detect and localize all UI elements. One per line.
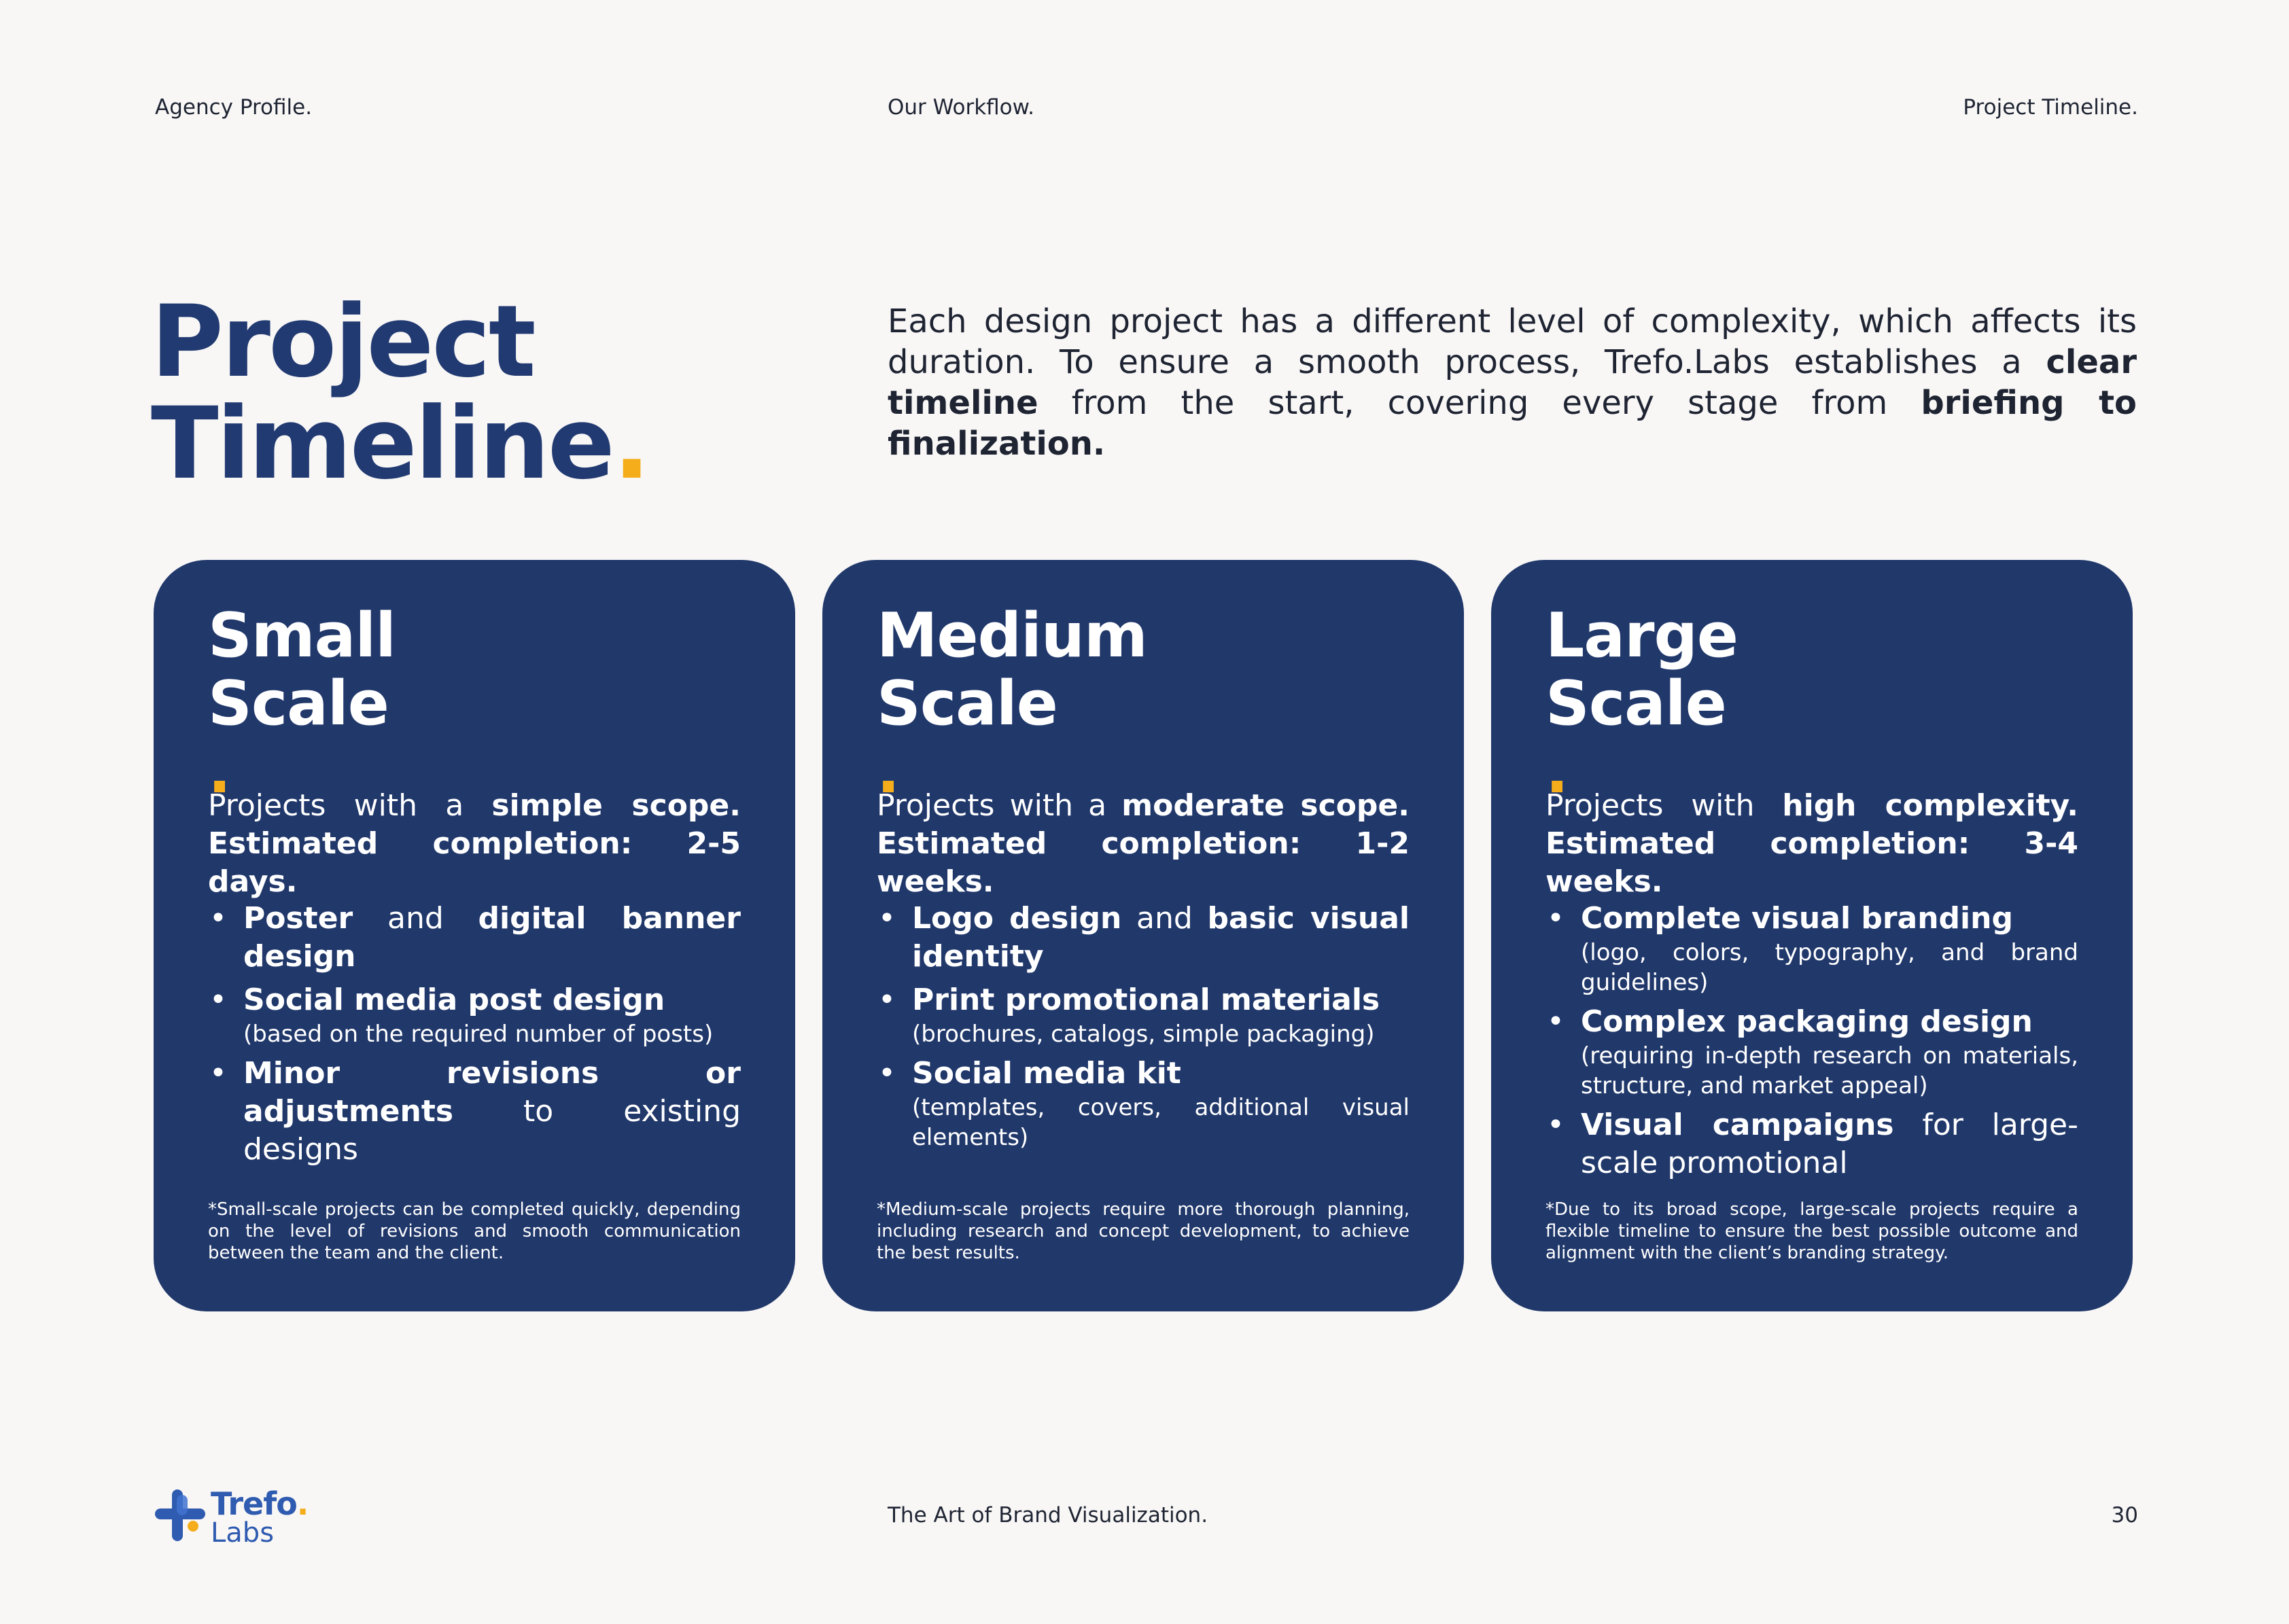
logo-dot: .: [296, 1485, 309, 1522]
card-footnote: *Due to its broad scope, large-scale projects require a flexible timeline to ensure the best possible outcome and alignment with the client’s branding strategy.: [1545, 1199, 2078, 1263]
list-item: [208, 900, 741, 976]
card-description: [1545, 787, 2078, 901]
bullet-main: [912, 900, 1410, 976]
bullet-bold: Poster: [243, 901, 353, 936]
bullet-subtext: (requiring in-depth research on materials, structure, and market appeal): [1581, 1042, 2078, 1099]
card-description: [208, 787, 741, 901]
card-footnote: *Small-scale projects can be completed quickly, depending on the level of revisions and smooth communication between the team and the client.: [208, 1199, 741, 1263]
footer-tagline: The Art of Brand Visualization.: [888, 1503, 1208, 1528]
intro-bold-1: clear timeline: [888, 343, 2137, 422]
intro-text-1: Each design project has a different level of complexity, which affects its duration. To ensure a smooth process, Trefo.Labs establishes a: [888, 302, 2137, 381]
bullet-main: [243, 900, 741, 976]
list-item: [1545, 900, 2078, 998]
bullet-text: for large-scale promotional: [1581, 1108, 2078, 1180]
logo-labs: Labs: [211, 1517, 275, 1549]
card-medium-scale: [822, 560, 1464, 1311]
list-item: [1545, 1106, 2078, 1182]
bullet-main: [243, 981, 741, 1019]
intro-paragraph: [888, 301, 2137, 464]
card-bullet-list: [877, 900, 1410, 1158]
card-title-line1: Large: [1545, 600, 1738, 671]
card-estimate: Estimated completion: 3-4 weeks.: [1545, 826, 2078, 899]
card-title-dot: .: [877, 736, 900, 807]
bullet-bold: Visual campaigns: [1581, 1108, 1894, 1142]
card-scope-bold: moderate scope.: [1121, 788, 1410, 823]
bullet-main: [912, 981, 1410, 1019]
intro-text-2: from the start, covering every stage from: [1038, 384, 1921, 422]
card-scope-line: [877, 787, 1410, 825]
card-estimate: Estimated completion: 2-5 days.: [208, 826, 741, 899]
bullet-subtext: (based on the required number of posts): [243, 1021, 714, 1048]
list-item: [877, 900, 1410, 976]
bullet-text: to existing designs: [243, 1094, 741, 1167]
bullet-bold: Complex packaging design: [1581, 1004, 2033, 1039]
bullet-bold: Social media post design: [243, 983, 665, 1017]
card-scope-line: [1545, 787, 2078, 825]
bullet-text: and: [1121, 901, 1208, 936]
header-agency-profile: Agency Profile.: [155, 95, 313, 120]
card-scope-text: Projects with a: [208, 788, 492, 823]
card-description: [877, 787, 1410, 901]
card-title-dot: .: [1545, 736, 1569, 807]
card-title-word: Scale: [877, 668, 1058, 739]
logo-line1: [211, 1485, 309, 1522]
bullet-bold-2: basic visual identity: [912, 901, 1410, 974]
page-title: [151, 284, 649, 501]
bullet-subtext: (brochures, catalogs, simple packaging): [912, 1021, 1375, 1048]
bullet-bold: Print promotional materials: [912, 983, 1380, 1017]
bullet-bold-2: digital banner design: [243, 901, 741, 974]
card-title-word: Scale: [1545, 668, 1726, 739]
card-title-line2: [1545, 670, 1738, 806]
card-footnote: *Medium-scale projects require more thorough planning, including research and concept development, to achieve the best results.: [877, 1199, 1410, 1263]
card-bullet-list: [208, 900, 741, 1174]
brand-logo: [155, 1485, 309, 1549]
card-bullet-list: [1545, 900, 2078, 1188]
list-item: [877, 1055, 1410, 1152]
page-title-line1: Project: [151, 284, 534, 400]
card-title-word: Scale: [208, 668, 389, 739]
bullet-main: [912, 1055, 1410, 1093]
card-small-scale: [154, 560, 795, 1311]
logo-trefo: Trefo: [211, 1485, 297, 1522]
card-title-line2: [208, 670, 396, 806]
page-title-line2: [151, 386, 649, 501]
intro-bold-2: briefing to finalization.: [888, 384, 2137, 463]
bullet-bold: Minor revisions or adjustments: [243, 1056, 741, 1129]
card-large-scale: [1491, 560, 2133, 1311]
card-title: [208, 602, 396, 806]
bullet-main: [1581, 900, 2078, 938]
list-item: [877, 981, 1410, 1049]
card-title: [1545, 602, 1738, 806]
bullet-bold: Social media kit: [912, 1056, 1181, 1091]
card-scope-text: Projects with: [1545, 788, 1783, 823]
header-our-workflow: Our Workflow.: [888, 95, 1035, 120]
card-title-line2: [877, 670, 1147, 806]
card-estimate: Estimated completion: 1-2 weeks.: [877, 826, 1410, 899]
bullet-bold: Complete visual branding: [1581, 901, 2013, 936]
bullet-text: and: [353, 901, 478, 936]
header-project-timeline: Project Timeline.: [1963, 95, 2138, 120]
page-title-word: Timeline: [151, 386, 613, 501]
bullet-main: [243, 1055, 741, 1169]
card-title-line1: Medium: [877, 600, 1147, 671]
bullet-subtext: (logo, colors, typography, and brand guidelines): [1581, 939, 2078, 996]
page-number: 30: [2111, 1503, 2138, 1528]
list-item: [1545, 1003, 2078, 1101]
card-scope-line: [208, 787, 741, 825]
card-scope-bold: high complexity.: [1782, 788, 2078, 823]
card-title: [877, 602, 1147, 806]
bullet-main: [1581, 1003, 2078, 1041]
bullet-main: [1581, 1106, 2078, 1182]
logo-wordmark: [211, 1485, 309, 1549]
bullet-bold: Logo design: [912, 901, 1122, 936]
list-item: [208, 981, 741, 1049]
card-scope-text: Projects with a: [877, 788, 1122, 823]
cross-logo-icon: [155, 1489, 205, 1541]
card-title-line1: Small: [208, 600, 396, 671]
card-scope-bold: simple scope.: [491, 788, 741, 823]
card-title-dot: .: [208, 736, 231, 807]
bullet-subtext: (templates, covers, additional visual elements): [912, 1094, 1410, 1151]
title-accent-dot: .: [612, 386, 649, 501]
list-item: [208, 1055, 741, 1169]
